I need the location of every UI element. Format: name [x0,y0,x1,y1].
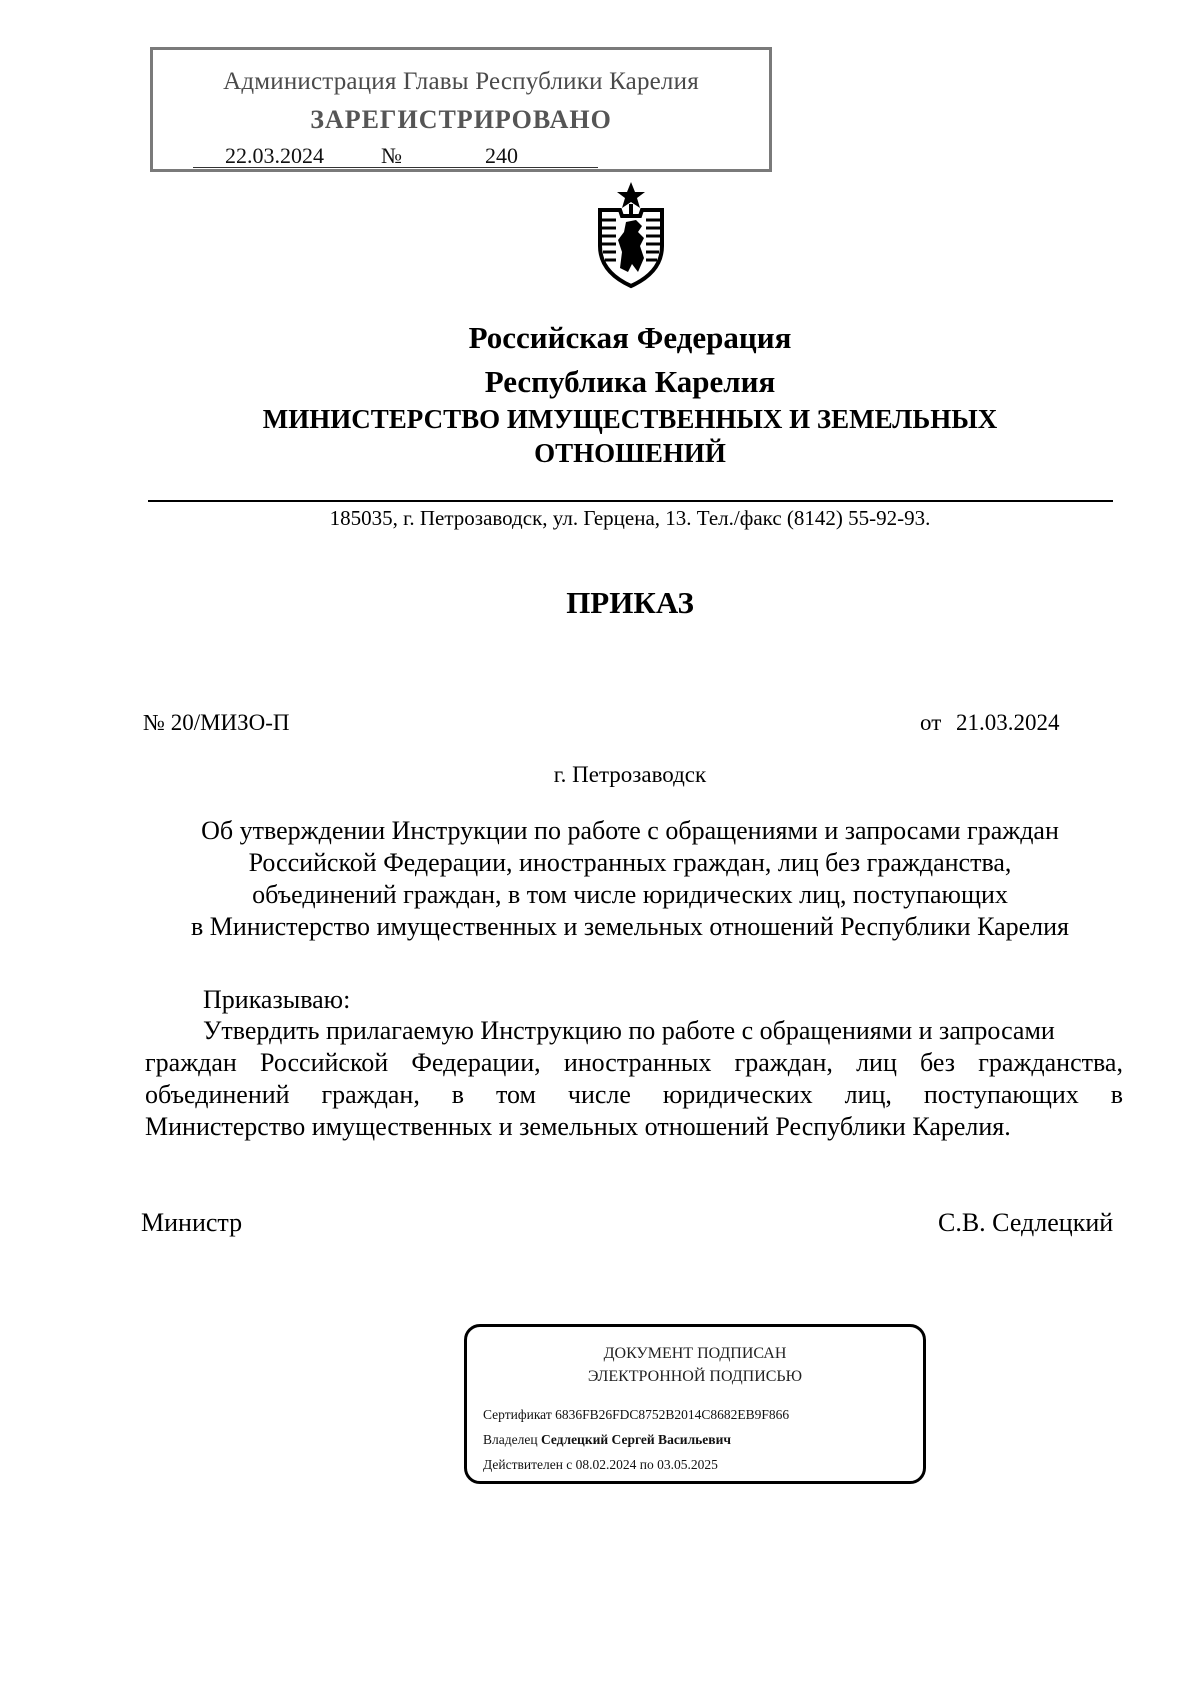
order-number: № 20/МИЗО-П [143,710,290,735]
registration-status: ЗАРЕГИСТРИРОВАНО [310,105,612,134]
esig-valid-to-label: по [639,1457,654,1472]
body-word: в [1110,1080,1123,1109]
body-word: лиц [856,1048,897,1077]
coat-of-arms-icon [586,180,676,290]
body-word: граждан, [321,1080,420,1109]
order-date: 21.03.2024 [956,710,1060,735]
esig-cert-label: Сертификат [483,1407,552,1422]
body-word: объединений [145,1080,290,1109]
registration-stamp [150,47,772,172]
header-ministry-line2: ОТНОШЕНИЙ [534,438,726,468]
esig-cert-value: 6836FB26FDC8752B2014C8682EB9F866 [555,1407,790,1422]
subject-line: Российской Федерации, иностранных граждан, лиц без гражданства, [248,848,1012,877]
body-word: иностранных [563,1048,712,1077]
registration-organization: Администрация Главы Республики Карелия [223,68,699,95]
document-type: ПРИКАЗ [566,585,694,620]
esig-owner-row [483,1432,731,1448]
header-address: 185035, г. Петрозаводск, ул. Герцена, 13. Тел./факс (8142) 55-92-93. [329,506,931,530]
body-line [145,1047,1123,1079]
body-word: числе [567,1080,631,1109]
body-word: Федерации, [411,1048,541,1077]
body-word: граждан, [734,1048,833,1077]
body-word: в [451,1080,465,1109]
signer-name: С.В. Седлецкий [938,1208,1114,1237]
esig-certificate-row [483,1407,789,1423]
signer-title: Министр [141,1208,243,1237]
header-country: Российская Федерация [468,320,792,355]
order-body [145,1015,1123,1143]
body-line: Министерство имущественных и земельных отношений Республики Карелия. [145,1112,1011,1141]
subject-line: Об утверждении Инструкции по работе с обращениями и запросами граждан [201,816,1059,845]
registration-number: 240 [485,143,518,168]
header-divider [148,500,1113,502]
body-word: без [920,1048,956,1077]
esig-title-line2: ЭЛЕКТРОННОЙ ПОДПИСЬЮ [587,1368,803,1385]
esig-valid-to: 03.05.2025 [657,1457,718,1472]
body-line: Утвердить прилагаемую Инструкцию по работе с обращениями и запросами [203,1016,1055,1045]
subject-line: в Министерство имущественных и земельных отношений Республики Карелия [190,912,1070,941]
order-directive: Приказываю: [203,985,351,1014]
body-word: поступающих [923,1080,1079,1109]
body-word: гражданства, [978,1048,1123,1077]
body-word: Российской [260,1048,389,1077]
body-word: юридических [662,1080,813,1109]
electronic-signature-stamp [464,1324,926,1484]
esig-valid-from: 08.02.2024 [575,1457,637,1472]
esig-owner-label: Владелец [483,1432,538,1447]
registration-line [193,143,598,168]
registration-date: 22.03.2024 [225,143,324,168]
body-word: том [495,1080,536,1109]
esig-owner-value: Седлецкий Сергей Васильевич [540,1432,731,1447]
order-date-label: от [920,710,942,735]
esig-validity-row [483,1457,718,1473]
body-word: лиц, [844,1080,892,1109]
header-ministry-line1: МИНИСТЕРСТВО ИМУЩЕСТВЕННЫХ И ЗЕМЕЛЬНЫХ [262,404,998,434]
order-city: г. Петрозаводск [553,762,707,787]
body-line [145,1079,1123,1111]
registration-number-sign: № [381,143,402,168]
esig-title-line1: ДОКУМЕНТ ПОДПИСАН [603,1345,787,1362]
order-subject [130,815,1130,943]
body-word: граждан [145,1048,237,1077]
esig-valid-label: Действителен с [483,1457,573,1472]
subject-line: объединений граждан, в том числе юридических лиц, поступающих [252,880,1008,909]
header-republic: Республика Карелия [484,364,776,399]
